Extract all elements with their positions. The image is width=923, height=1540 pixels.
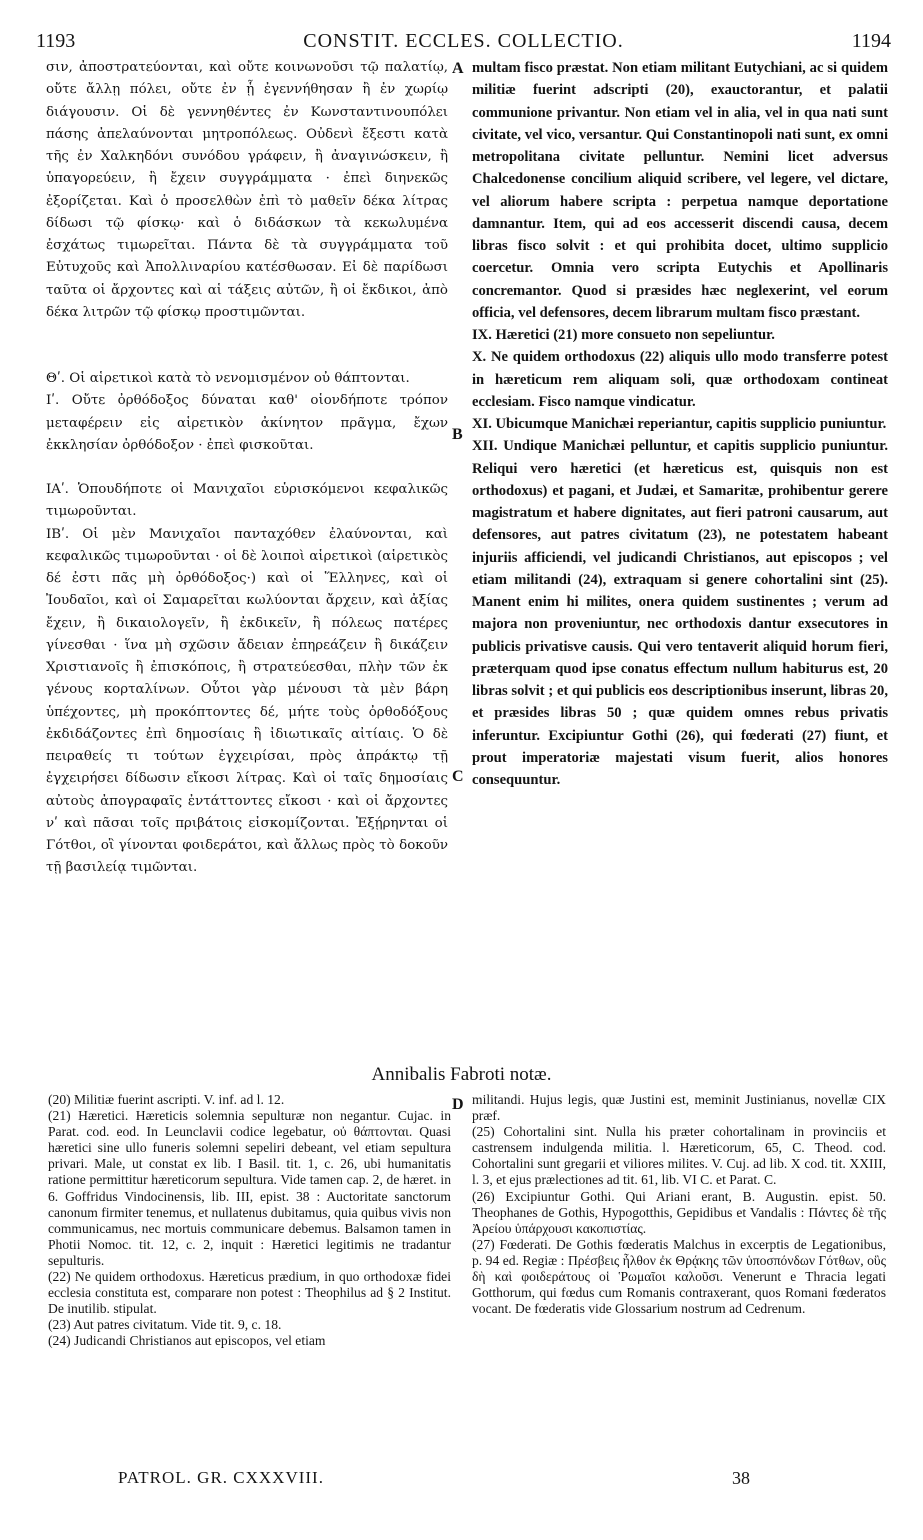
latin-paragraph-3: X. Ne quidem orthodoxus (22) aliquis ullo modo transferre potest in hæreticum rem aliquam soli, quæ orthodoxam contineat ecclesiam. Fisco namque vindicatur. (472, 349, 888, 410)
latin-paragraph-1: multam fisco præstat. Non etiam militant Eutychiani, ac si quidem militiæ fuerint adscripti (20), exauctorantur, et palatii communione privantur. Non etiam vel in alia, vel in qua nati sunt civitate, vel vico, versantur. Qui Constantinopoli nati sunt, ex omni metropolitana civitate pelluntur. Nemini licet adversus Chalcedonense concilium aliquid scribere, vel legere, vel dictare, vel aliorum habere scripta : perpetua namque deportatione damnantur. Item, qui ad eos accesserit discendi causa, decem libras fisco solvit : et qui prohibita docet, ultimo supplicio coercetur. Omnia vero scripta Eutychis et Apollinaris concremantor. Quod si præsides hæc neglexerint, vel eorum officia, vel defensores, decem librarum multam fisco præstant. (472, 60, 888, 321)
footer-signature: 38 (732, 1468, 750, 1488)
note-25: (25) Cohortalini sint. Nulla his præter cohortalinam in provinciis et castrensem indulgenda militia. l. Hæreticorum, 65, C. Theod. cod. Cohortalini sunt gregarii et viliores milites. V. Cuj. ad lib. X cod. tit. XXIII, l. 3, et ejus prælectiones ad tit. 61, lib. VI C. et Parat. C. (472, 1124, 886, 1188)
section-marker-a: A (452, 60, 464, 77)
notes-title: Annibalis Fabroti notæ. (371, 1064, 552, 1085)
note-20: (20) Militiæ fuerint ascripti. V. inf. ad l. 12. (48, 1092, 285, 1107)
footer-series: PATROL. GR. CXXXVIII. (118, 1468, 324, 1487)
greek-paragraph-5: ΙΒʹ. Οἱ μὲν Μανιχαῖοι πανταχόθεν ἐλαύνονται, καὶ κεφαλικῶς τιμωροῦνται · οἱ δὲ λοιποὶ αἱρετικοὶ (αἱρετικὸς δέ ἐστι πᾶς μὴ ὀρθόδοξος·) καὶ οἱ Ἕλληνες, καὶ οἱ Ἰουδαῖοι, καὶ οἱ Σαμαρεῖται κωλύονται ἄρχειν, καὶ ἀξίας ἔχειν, ἢ δικαιολογεῖν, ἢ ἐκδικεῖν, ἢ πόλεως πατέρες γίνεσθαι · ἵνα μὴ σχῶσιν ἄδειαν ἐπηρεάζειν ἢ δικάζειν Χριστιανοῖς ἢ ἐπισκόποις, ἢ στρατεύεσθαι, πλὴν τῶν ἐκ γένους κορταλίνων. Οὗτοι γὰρ μένουσι τὰ μὲν βάρη ὑπέχοντες, μὴ προκόπτοντες δέ, μήτε τοὺς ὀρθοδόξους ἐκδιδάζοντες ἐπὶ δημοσίαις ἢ ἰδιωτικαῖς αἰτίαις. Ὁ δὲ πειραθείς τι τούτων ἐγχειρίσαι, πρὸς ἀπράκτῳ τῇ ἐγχειρήσει δίδωσιν εἴκοσι λίτρας. Καὶ οἱ ταῖς δημοσίαις αὐτοὺς ἀπογραφαῖς ἐντάττοντες εἴκοσι · καὶ οἱ ἄρχοντες νʹ καὶ πᾶσαι τοῖς πριβάτοις εἰσκομίζονται. Ἐξῄρηνται οἱ Γότθοι, οἳ γίνονται φοιδεράτοι, καὶ ἄλλως πρὸς τὸ δοκοῦν τῇ βασιλείᾳ τιμῶνται. (46, 526, 448, 876)
greek-paragraph-3: Ιʹ. Οὔτε ὀρθόδοξος δύναται καθ' οἱονδήποτε τρόπον μεταφέρειν εἰς αἱρετικὸν ἀκίνητον πρᾶγμα, ἔχων ἐκκλησίαν ὀρθόδοξον · ἐπεὶ φισκοῦται. (46, 393, 448, 453)
greek-paragraph-4: ΙΑʹ. Ὁπουδήποτε οἱ Μανιχαῖοι εὑρισκόμενοι κεφαλικῶς τιμωροῦνται. (46, 482, 448, 520)
greek-paragraph-2: Θʹ. Οἱ αἱρετικοὶ κατὰ τὸ νενομισμένον οὐ θάπτονται. (46, 371, 410, 386)
greek-column (46, 57, 448, 880)
page-number-left: 1193 (36, 30, 76, 52)
note-26: (26) Excipiuntur Gothi. Qui Ariani erant, B. Augustin. epist. 50. Theophanes de Gothis, Hypogotthis, Gepidibus et Vandalis : Πάντες δὲ τῆς Ἀρείου ὑπάρχουσι κακοπιστίας. (472, 1188, 886, 1236)
running-title: CONSTIT. ECCLES. COLLECTIO. (303, 30, 624, 52)
page-footer (0, 1468, 923, 1494)
page-number-right: 1194 (851, 30, 891, 52)
latin-column (472, 57, 888, 791)
note-23: (23) Aut patres civitatum. Vide tit. 9, c. 18. (48, 1317, 282, 1333)
note-22: (22) Ne quidem orthodoxus. Hæreticus prædium, in quo orthodoxæ fidei ecclesia constituta est, comparare non potest : Theophilus ad § 2 Institut. De inutilib. stipulat. (48, 1269, 451, 1317)
latin-paragraph-4: XI. Ubicumque Manichæi reperiantur, capitis supplicio puniuntur. (472, 416, 887, 432)
section-marker-c: C (452, 768, 464, 785)
section-marker-d: D (452, 1096, 464, 1113)
note-27: (27) Fœderati. De Gothis fœderatis Malchus in excerptis de Legationibus, p. 94 ed. Regiæ : Πρέσβεις ἦλθον ἐκ Θρᾴκης τῶν ὑποσπόνδων Γότθων, οὓς δὴ καὶ φοιδεράτους οἱ Ῥωμαῖοι καλοῦσι. Venerunt e Thracia legati Gotthorum, qui fœdus cum Romanis contraxerant, quos Romani fœderatos vocant. De fœderatis vide Glossarium nostrum ad Cedrenum. (472, 1236, 886, 1317)
section-marker-b: B (452, 426, 463, 443)
running-header (36, 30, 891, 56)
greek-paragraph-1: σιν, ἀποστρατεύονται, καὶ οὔτε κοινωνοῦσι τῷ παλατίῳ, οὔτε ἄλλῃ πόλει, οὔτε ἐν ᾗ ἐγεννήθησαν ἢ ἐν χωρίῳ διάγουσιν. Οἱ δὲ γεννηθέντες ἐν Κωνσταντινουπόλει πάσης ἀπελαύνονται μητροπόλεως. Οὐδενὶ ἔξεστι κατὰ τῆς ἐν Χαλκηδόνι συνόδου γράφειν, ἢ ἀναγινώσκειν, ἢ ὑπαγορεύειν, ἢ ἔχειν συγγράμματα · ἐπεὶ διηνεκῶς ἐξορίζεται. Καὶ ὁ προσελθὼν ἐπὶ τὸ μαθεῖν δέκα λίτρας δίδωσι τῷ φίσκῳ· καὶ ὁ διδάσκων τὰ κεκωλυμένα ἐσχάτως τιμωρεῖται. Πάντα δὲ τὰ συγγράμματα τοῦ Εὐτυχοῦς καὶ Ἀπολλιναρίου κατέσθωσαν. Εἰ δὲ παρίδωσι ταῦτα οἱ ἄρχοντες καὶ αἱ τάξεις αὐτῶν, ἢ οἱ ἔκδικοι, ἀπὸ δέκα λιτρῶν τῷ φίσκῳ προστιμῶνται. (46, 60, 448, 320)
note-24-continued: militandi. Hujus legis, quæ Justini est, meminit Justinianus, novellæ CIX præf. (472, 1092, 886, 1124)
note-21: (21) Hæretici. Hæreticis solemnia sepulturæ non negantur. Cujac. in Parat. cod. eod. In Leunclavii codice legebatur, οὐ θάπτονται. Quasi hæretici sine ullo funeris solemni sepeliri debeant, vel etiam sepultura privari. Male, ut constat ex lib. I Basil. tit. 1, c. 26, ubi humanitatis ratione permittitur hæreticorum sepultura. Vide tamen cap. 2, de hæret. in 6. Goffridus Vindocinensis, lib. III, epist. 38 : Auctoritate sanctorum canonum firmiter tenemus, et nullatenus dubitamus, quia quibus vivis non communicamus, nec mortuis communicare debemus. Balsamon tamen in Photii Nomoc. tit. 12, c. 2, inquit : Hæretici legitimis ne tradantur sepulturis. (48, 1108, 451, 1268)
notes-column-left (48, 1092, 451, 1350)
notes-column-right (472, 1092, 886, 1317)
latin-paragraph-5: XII. Undique Manichæi pelluntur, et capitis supplicio puniuntur. Reliqui vero hæretici (et hæreticus est, quisquis non est orthodoxus) et pagani, et Judæi, et Samaritæ, prohibentur gerere magistratum et habere dignitates, aut fieri patroni causarum, aut defensores, aut patres civitatum (23), ne potestatem habeant injuriis afficiendi, vel judicandi Christianos, aut episcopos ; vel etiam militandi (24), extraquam si genere cohortalini sint (25). Manent enim hi milites, onera quidem sustinentes ; verum ad majora non proveniuntur, nec orthodoxis dantur exsecutores in publicis privatisve causis. Qui vero tentaverit aliquid horum fieri, præterquam quod ipse conatus effectum nullum habiturus est, 20 libras solvit ; et qui publicis eos descriptionibus inserunt, libras 20, et præsides libras 50 ; quæ quidem omnes rebus privatis inferuntur. Excipiuntur Gothi (26), qui fœderati (27) fiunt, et prout imperatoriæ majestati visum fuerit, alios honores consequuntur. (472, 438, 888, 788)
note-24: (24) Judicandi Christianos aut episcopos, vel etiam (48, 1333, 326, 1349)
latin-paragraph-2: IX. Hæretici (21) more consueto non sepeliuntur. (472, 327, 775, 343)
